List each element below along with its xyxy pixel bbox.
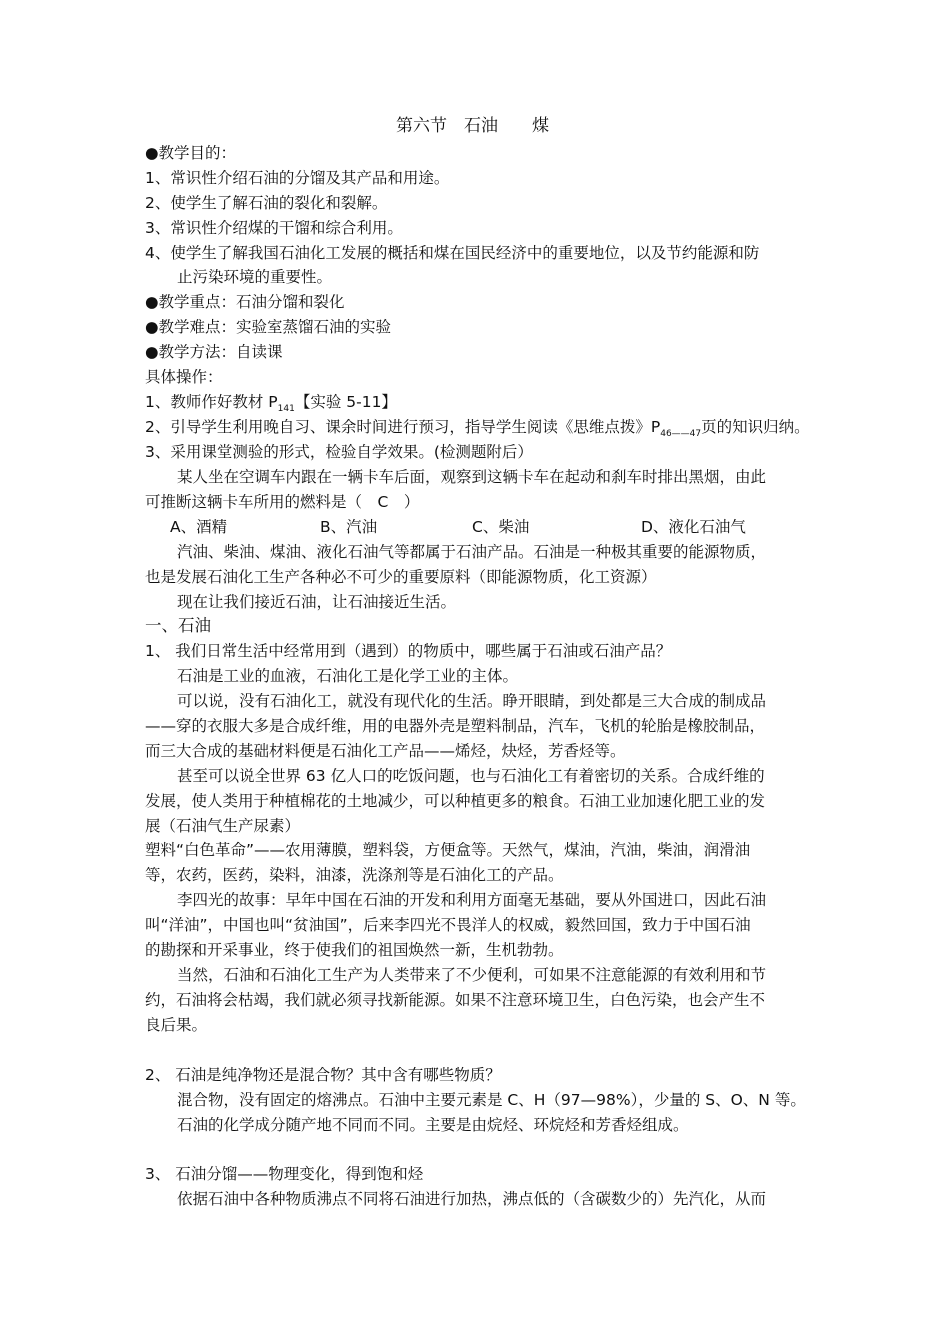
subquestion-1: 1、 我们日常生活中经常用到（遇到）的物质中，哪些属于石油或石油产品？ — [145, 642, 672, 660]
paragraph-line: 依据石油中各种物质沸点不同将石油进行加热，沸点低的（含碳数少的）先汽化，从而 — [177, 1190, 767, 1208]
paragraph-line: 可以说，没有石油化工，就没有现代化的生活。睁开眼睛，到处都是三大合成的制成品 — [177, 692, 767, 710]
subquestion-2: 2、 石油是纯净物还是混合物？其中含有哪些物质？ — [145, 1066, 501, 1084]
question-option-a: A、酒精 — [170, 518, 228, 536]
operation-heading: 具体操作： — [145, 368, 223, 386]
objective-item: 3、常识性介绍煤的干馏和综合利用。 — [145, 219, 403, 237]
paragraph-line: 等，农药，医药，染料，油漆，洗涤剂等是石油化工的产品。 — [145, 866, 564, 884]
paragraph-line: 良后果。 — [145, 1016, 208, 1034]
objective-item: 止污染环境的重要性。 — [177, 268, 333, 286]
paragraph-line: 也是发展石油化工生产各种必不可少的重要原料（即能源物质，化工资源） — [145, 568, 657, 586]
teaching-method: ●教学方法：自读课 — [145, 343, 283, 361]
question-option-b: B、汽油 — [320, 518, 378, 536]
paragraph-line: 石油的化学成分随产地不同而不同。主要是由烷烃、环烷烃和芳香烃组成。 — [177, 1116, 689, 1134]
paragraph-line: 塑料“白色革命”——农用薄膜，塑料袋，方便盒等。天然气，煤油，汽油，柴油，润滑油 — [145, 841, 751, 859]
paragraph-line: ——穿的衣服大多是合成纤维，用的电器外壳是塑料制品，汽车，飞机的轮胎是橡胶制品， — [145, 717, 766, 735]
paragraph-line: 甚至可以说全世界 63 亿人口的吃饭问题，也与石油化工有着密切的关系。合成纤维的 — [177, 767, 765, 785]
objective-item: 1、常识性介绍石油的分馏及其产品和用途。 — [145, 169, 450, 187]
experiment-ref: 【实验 5-11】 — [294, 393, 397, 411]
paragraph-line: 现在让我们接近石油，让石油接近生活。 — [177, 593, 457, 611]
page-title: 第六节 石油 煤 — [396, 116, 549, 136]
page-subscript: 141 — [277, 404, 295, 414]
paragraph-line: 李四光的故事：早年中国在石油的开发和利用方面毫无基础，要从外国进口，因此石油 — [177, 891, 767, 909]
paragraph-line: 石油是工业的血液，石油化工是化学工业的主体。 — [177, 667, 519, 685]
operation-item-3: 3、采用课堂测验的形式，检验自学效果。(检测题附后） — [145, 443, 533, 461]
paragraph-line: 叫“洋油”，中国也叫“贫油国”，后来李四光不畏洋人的权威，毅然回国，致力于中国石油 — [145, 916, 751, 934]
paragraph-line: 混合物，没有固定的熔沸点。石油中主要元素是 C、H（97—98%），少量的 S、O、N 等。 — [177, 1091, 806, 1109]
question-option-c: C、柴油 — [472, 518, 530, 536]
paragraph-line: 的勘探和开采事业，终于使我们的祖国焕然一新，生机勃勃。 — [145, 941, 564, 959]
key-point: ●教学重点：石油分馏和裂化 — [145, 293, 345, 311]
operation-item-1-text: 1、教师作好教材 P — [145, 393, 278, 411]
objectives-heading: ●教学目的： — [145, 144, 237, 162]
paragraph-line: 当然，石油和石油化工生产为人类带来了不少便利，可如果不注意能源的有效利用和节 — [177, 966, 767, 984]
operation-item-2-text: 2、引导学生利用晚自习、课余时间进行预习，指导学生阅读《思维点拨》P — [145, 418, 661, 436]
question-text: 可推断这辆卡车所用的燃料是（ C ） — [145, 493, 420, 511]
objective-item: 4、使学生了解我国石油化工发展的概括和煤在国民经济中的重要地位，以及节约能源和防 — [145, 244, 760, 262]
question-option-d: D、液化石油气 — [641, 518, 746, 536]
difficulty: ●教学难点：实验室蒸馏石油的实验 — [145, 318, 392, 336]
section-heading: 一、石油 — [145, 616, 211, 635]
paragraph-line: 约，石油将会枯竭，我们就必须寻找新能源。如果不注意环境卫生，白色污染，也会产生不 — [145, 991, 766, 1009]
page-subscript: 46——47 — [660, 429, 702, 439]
subquestion-3: 3、 石油分馏——物理变化，得到饱和烃 — [145, 1165, 424, 1183]
paragraph-line: 发展，使人类用于种植棉花的土地减少，可以种植更多的粮食。石油工业加速化肥工业的发 — [145, 792, 766, 810]
question-text: 某人坐在空调车内跟在一辆卡车后面，观察到这辆卡车在起动和刹车时排出黑烟，由此 — [177, 468, 767, 486]
paragraph-line: 而三大合成的基础材料便是石油化工产品——烯烃，炔烃，芳香烃等。 — [145, 742, 626, 760]
objective-item: 2、使学生了解石油的裂化和裂解。 — [145, 194, 388, 212]
paragraph-line: 汽油、柴油、煤油、液化石油气等都属于石油产品。石油是一种极其重要的能源物质， — [177, 543, 767, 561]
paragraph-line: 展（石油气生产尿素） — [145, 817, 301, 835]
operation-item-2-tail: 页的知识归纳。 — [701, 418, 810, 436]
